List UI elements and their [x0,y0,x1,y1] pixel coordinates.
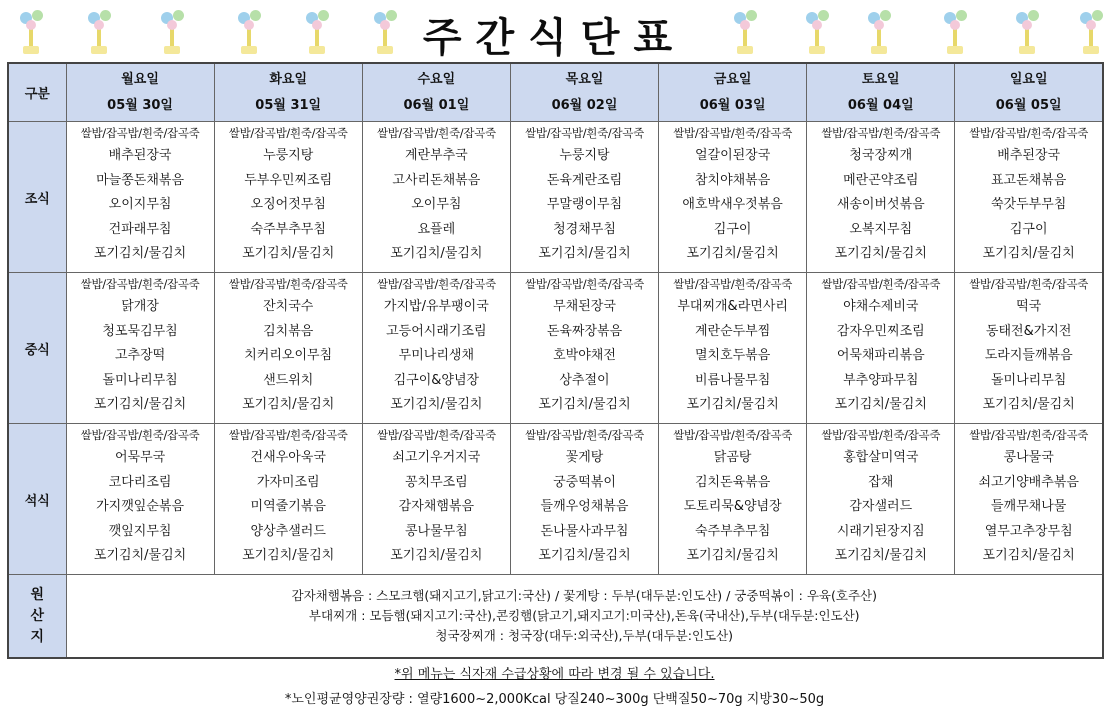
origin-line: 청국장찌개 : 청국장(대두:외국산),두부(대두분:인도산) [435,628,734,643]
dish-item: 포기김치/물김치 [834,397,927,412]
dish-item: 열무고추장무침 [984,523,1073,539]
dish-item: 쑥갓두부무침 [990,197,1067,212]
dish-item: 포기김치/물김치 [93,548,187,563]
day-date: 06월 05일 [995,97,1062,113]
day-date: 05월 31일 [255,97,322,113]
menu-cell [66,273,214,424]
dish-item: 포기김치/물김치 [242,397,335,412]
menu-cell [214,273,362,424]
dish-item: 돌미나리무침 [102,372,178,388]
dish-item: 쌀밥/잡곡밥/흰죽/잡곡죽 [673,277,793,291]
dish-item: 오복지무침 [849,221,913,237]
dish-item: 돌미나리무침 [990,372,1067,388]
day-header [214,63,362,122]
dish-item: 포기김치/물김치 [242,548,335,563]
dish-item: 감자채햄볶음 [398,499,475,514]
meal-label: 중식 [8,273,66,424]
dish-item: 오이무침 [411,197,462,212]
dish-item: 오징어젓무침 [250,197,326,212]
origin-label: 원 산 지 [8,575,66,659]
day-name: 월요일 [121,71,159,87]
dish-item: 쌀밥/잡곡밥/흰죽/잡곡죽 [821,126,941,140]
dish-item: 도토리묵&양념장 [683,499,782,514]
dish-item: 쌀밥/잡곡밥/흰죽/잡곡죽 [673,428,793,442]
dish-item: 닭곰탕 [713,450,752,465]
dish-item: 김치볶음 [263,323,314,339]
dish-item: 어묵무국 [114,450,166,465]
dish-item: 쌀밥/잡곡밥/흰죽/잡곡죽 [376,428,496,442]
day-header [66,63,214,122]
dish-item: 쇠고기양배추볶음 [978,474,1079,490]
dish-item: 포기김치/물김치 [686,246,779,261]
menu-cell [510,424,658,575]
dish-item: 떡국 [1016,299,1042,314]
dish-item: 무미나리생채 [398,348,475,363]
day-header [510,63,658,122]
day-name: 수요일 [417,71,456,87]
dish-item: 쌀밥/잡곡밥/흰죽/잡곡죽 [228,277,348,291]
day-date: 06월 01일 [403,97,470,113]
dish-item: 잡채 [868,474,894,490]
dish-item: 계란순두부찜 [694,323,771,339]
day-header [807,63,955,122]
dish-item: 양상추샐러드 [250,523,326,539]
meal-row [8,424,1103,575]
day-name: 금요일 [713,71,752,87]
day-header [659,63,807,122]
day-date: 06월 04일 [847,97,914,113]
dish-item: 포기김치/물김치 [538,397,631,412]
dish-item: 쌀밥/잡곡밥/흰죽/잡곡죽 [525,277,644,291]
dish-item: 상추절이 [559,372,610,388]
day-name: 목요일 [565,71,604,87]
dish-item: 쌀밥/잡곡밥/흰죽/잡곡죽 [376,277,496,291]
menu-cell [955,122,1103,273]
dish-item: 청국장찌개 [849,148,913,163]
menu-cell [362,424,510,575]
day-header [362,63,510,122]
dish-item: 김구이 [713,221,752,237]
menu-cell [659,273,807,424]
dish-item: 포기김치/물김치 [834,246,927,261]
dish-item: 숙주부추무침 [694,523,771,539]
dish-item: 두부우민찌조림 [244,172,333,188]
dish-item: 쌀밥/잡곡밥/흰죽/잡곡죽 [969,126,1089,140]
menu-cell [66,122,214,273]
menu-cell [66,424,214,575]
dish-item: 표고돈채볶음 [990,172,1067,188]
menu-cell [214,424,362,575]
dish-item: 포기김치/물김치 [390,246,483,261]
dish-item: 돈육짜장볶음 [546,323,623,339]
dish-item: 돈육계란조림 [546,172,623,188]
category-header: 구분 [8,63,66,122]
dish-item: 들깨우엉채볶음 [540,499,629,514]
dish-item: 배추된장국 [108,148,172,163]
dish-item: 야채수제비국 [843,299,919,314]
dish-item: 포기김치/물김치 [982,548,1075,563]
dish-item: 가자미조림 [256,474,320,490]
dish-item: 김구이&양념장 [393,372,480,388]
dish-item: 포기김치/물김치 [390,397,483,412]
dish-item: 참치야채볶음 [694,172,771,188]
dish-item: 가지깻잎순볶음 [96,499,185,514]
day-date: 06월 02일 [551,97,618,113]
dish-item: 궁중떡볶이 [553,474,616,490]
dish-item: 포기김치/물김치 [982,397,1075,412]
dish-item: 쌀밥/잡곡밥/흰죽/잡곡죽 [228,126,348,140]
dish-item: 청경채무침 [553,221,616,237]
dish-item: 잔치국수 [263,299,314,314]
menu-cell [362,122,510,273]
dish-item: 호박야채전 [553,348,616,363]
dish-item: 치커리오이무침 [244,348,333,363]
dish-item: 포기김치/물김치 [538,246,631,261]
menu-cell [807,424,955,575]
dish-item: 고사리돈채볶음 [392,172,481,188]
menu-cell [807,273,955,424]
dish-item: 포기김치/물김치 [390,548,483,563]
dish-item: 포기김치/물김치 [93,397,187,412]
dish-item: 무채된장국 [553,299,616,314]
dish-item: 가지밥/유부팽이국 [383,299,489,314]
menu-cell [510,122,658,273]
dish-item: 닭개장 [121,299,159,314]
dish-item: 포기김치/물김치 [686,548,779,563]
origin-line: 감자채햄볶음 : 스모크햄(돼지고기,닭고기:국산) / 꽃게탕 : 두부(대두분:인도산) / 궁중떡볶이 : 우육(호주산) [291,588,877,603]
origin-details [66,575,1103,659]
dish-item: 어묵채파리볶음 [836,348,925,363]
dish-item: 멸치호두볶음 [694,348,771,363]
dish-item: 쌀밥/잡곡밥/흰죽/잡곡죽 [80,428,200,442]
dish-item: 감자우민찌조림 [836,323,925,339]
dish-item: 홍합살미역국 [843,450,919,465]
dish-item: 쌀밥/잡곡밥/흰죽/잡곡죽 [969,277,1089,291]
dish-item: 비름나물무침 [694,372,771,388]
dish-item: 포기김치/물김치 [242,246,335,261]
menu-cell [955,424,1103,575]
dish-item: 애호박새우젓볶음 [682,197,783,212]
dish-item: 미역줄기볶음 [250,499,326,514]
menu-cell [955,273,1103,424]
dish-item: 숙주부추무침 [250,221,326,237]
dish-item: 쌀밥/잡곡밥/흰죽/잡곡죽 [228,428,348,442]
dish-item: 들깨무채나물 [990,499,1067,514]
dish-item: 새송이버섯볶음 [836,197,925,212]
dish-item: 쌀밥/잡곡밥/흰죽/잡곡죽 [821,277,941,291]
origin-row [8,575,1103,659]
dish-item: 샌드위치 [263,372,314,388]
dish-item: 계란부추국 [404,148,468,163]
dish-item: 고추장떡 [114,348,166,363]
menu-cell [807,122,955,273]
dish-item: 요플레 [417,221,456,237]
dish-item: 부대찌개&라면사리 [677,299,788,314]
meal-row [8,273,1103,424]
dish-item: 배추된장국 [997,148,1061,163]
dish-item: 김구이 [1009,221,1048,237]
menu-change-notice: *위 메뉴는 식자재 수급상황에 따라 변경 될 수 있습니다. [394,667,715,682]
dish-item: 건파래무침 [108,221,172,237]
dish-item: 김치돈육볶음 [694,474,771,490]
dish-item: 쌀밥/잡곡밥/흰죽/잡곡죽 [525,126,644,140]
dish-item: 부추양파무침 [843,372,919,388]
dish-item: 쌀밥/잡곡밥/흰죽/잡곡죽 [821,428,941,442]
dish-item: 코다리조림 [108,474,172,490]
dish-item: 포기김치/물김치 [982,246,1075,261]
dish-item: 포기김치/물김치 [686,397,779,412]
dish-item: 쇠고기우거지국 [392,450,481,465]
dish-item: 포기김치/물김치 [538,548,631,563]
menu-cell [362,273,510,424]
menu-cell [659,122,807,273]
dish-item: 포기김치/물김치 [834,548,927,563]
day-name: 일요일 [1009,71,1048,87]
dish-item: 쌀밥/잡곡밥/흰죽/잡곡죽 [80,277,200,291]
dish-item: 꽁치무조림 [404,474,468,490]
dish-item: 쌀밥/잡곡밥/흰죽/잡곡죽 [376,126,496,140]
dish-item: 건새우아욱국 [250,450,326,465]
page-title: 주간식단표 [422,15,687,61]
dish-item: 감자샐러드 [849,499,913,514]
day-date: 06월 03일 [699,97,766,113]
dish-item: 누룽지탕 [559,148,610,163]
day-header-row [8,63,1103,122]
meal-label: 석식 [8,424,66,575]
meal-row [8,122,1103,273]
dish-item: 포기김치/물김치 [93,246,187,261]
dish-item: 메란곤약조림 [843,172,919,188]
dish-item: 쌀밥/잡곡밥/흰죽/잡곡죽 [525,428,644,442]
dish-item: 도라지들깨볶음 [984,348,1073,363]
dish-item: 쌀밥/잡곡밥/흰죽/잡곡죽 [80,126,200,140]
menu-cell [214,122,362,273]
origin-line: 부대찌개 : 모듬햄(돼지고기:국산),콘킹햄(닭고기,돼지고기:미국산),돈육(국내산),두부(대두분:인도산) [308,608,860,623]
dish-item: 쌀밥/잡곡밥/흰죽/잡곡죽 [969,428,1089,442]
page-header [0,0,1109,62]
day-name: 토요일 [861,71,900,87]
day-date: 05월 30일 [107,97,173,113]
dish-item: 동태전&가지전 [985,323,1072,339]
dish-item: 청포묵김무침 [102,323,178,339]
dish-item: 오이지무침 [108,197,172,212]
dish-item: 시래기된장지짐 [836,523,925,539]
dish-item: 고등어시래기조림 [386,323,487,339]
day-header [955,63,1103,122]
dish-item: 꽃게탕 [565,450,604,465]
menu-cell [510,273,658,424]
dish-item: 쌀밥/잡곡밥/흰죽/잡곡죽 [673,126,793,140]
dish-item: 콩나물국 [1003,450,1054,465]
weekly-menu-table [7,62,1104,659]
dish-item: 무말랭이무침 [546,197,623,212]
menu-cell [659,424,807,575]
dish-item: 누룽지탕 [263,148,314,163]
menu-body [8,122,1103,575]
dish-item: 돈나물사과무침 [540,523,629,539]
dish-item: 얼갈이된장국 [694,148,771,163]
dish-item: 콩나물무침 [404,523,468,539]
nutrition-guideline: *노인평균영양권장량 : 열량1600~2,000Kcal 당질240~300g 단백질50~70g 지방30~50g [284,692,825,707]
day-name: 화요일 [269,71,308,87]
meal-label: 조식 [8,122,66,273]
dish-item: 깻잎지무침 [108,523,172,539]
dish-item: 마늘쫑돈채볶음 [96,172,185,188]
